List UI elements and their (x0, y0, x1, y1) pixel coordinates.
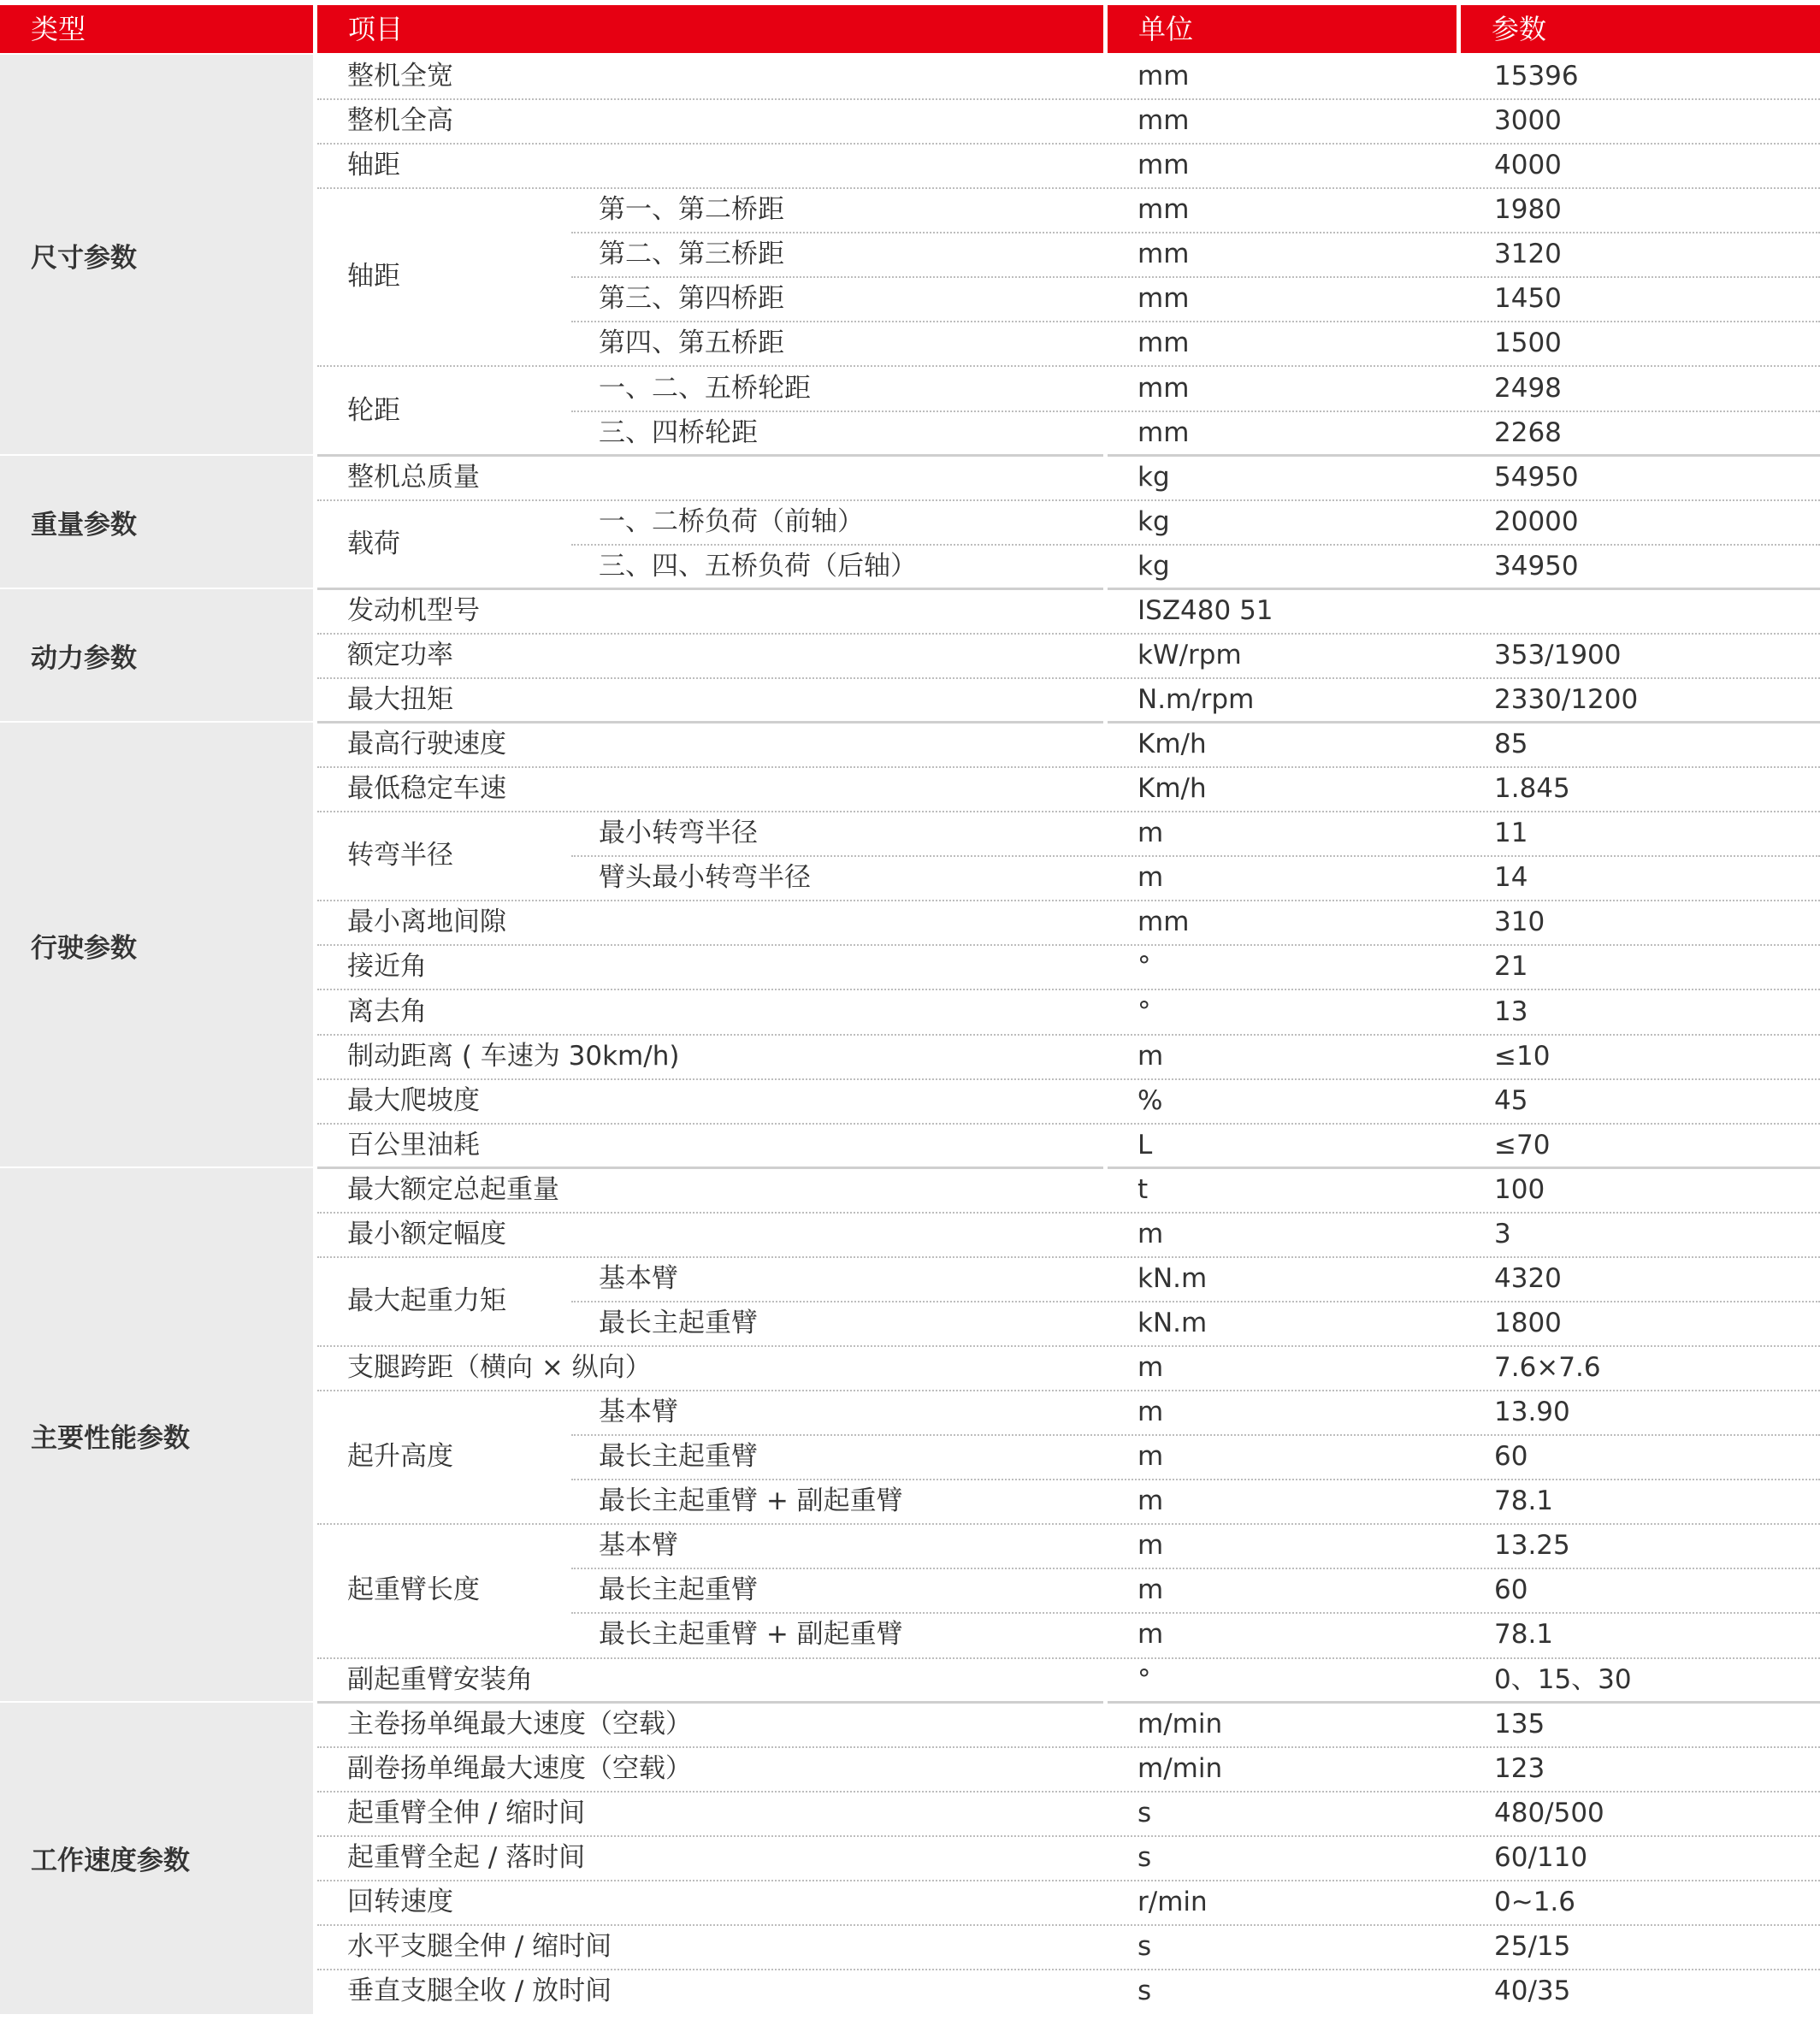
section-label-text: 动力参数 (31, 643, 137, 675)
spec-value: 2268 (1494, 416, 1562, 448)
spec-unit: m (1138, 1485, 1164, 1517)
spec-unit: ° (1138, 1663, 1151, 1695)
row-divider (571, 1479, 1820, 1480)
row-divider (317, 499, 1820, 501)
row-divider (571, 321, 1820, 322)
spec-unit: r/min (1138, 1886, 1208, 1917)
spec-value: ≤70 (1494, 1129, 1551, 1161)
row-divider (317, 143, 1820, 145)
spec-item: 最大起重力矩 (347, 1285, 506, 1316)
spec-unit: m (1138, 1441, 1164, 1473)
spec-subitem: 三、四桥轮距 (599, 416, 758, 448)
spec-unit: mm (1138, 416, 1190, 448)
spec-value: 3 (1494, 1218, 1511, 1249)
spec-unit: m (1138, 1218, 1164, 1249)
spec-item: 接近角 (347, 951, 427, 983)
spec-value: 0、15、30 (1494, 1663, 1632, 1695)
row-divider (571, 232, 1820, 233)
row-divider (317, 1523, 1820, 1525)
spec-value: 310 (1494, 907, 1545, 938)
spec-value: 1.845 (1494, 773, 1570, 805)
spec-item: 百公里油耗 (347, 1129, 480, 1161)
spec-unit: Km/h (1138, 729, 1207, 760)
spec-unit: m (1138, 1040, 1164, 1072)
spec-unit: mm (1138, 150, 1190, 181)
spec-value: 25/15 (1494, 1930, 1571, 1962)
section-label (0, 456, 313, 589)
spec-unit: kW/rpm (1138, 639, 1242, 670)
spec-item: 发动机型号 (347, 594, 480, 626)
spec-value: ≤10 (1494, 1040, 1551, 1072)
section-label-text: 行驶参数 (31, 932, 137, 964)
spec-unit: s (1138, 1841, 1152, 1873)
spec-subitem: 最长主起重臂 (599, 1574, 758, 1606)
spec-value: 2498 (1494, 372, 1562, 404)
section-label-text: 工作速度参数 (31, 1846, 190, 1877)
section-divider (317, 1701, 1103, 1704)
row-divider (571, 276, 1820, 278)
section-divider (317, 1167, 1103, 1169)
spec-value: 13.25 (1494, 1530, 1570, 1562)
row-divider (317, 365, 1820, 367)
spec-value: 78.1 (1494, 1619, 1554, 1651)
row-divider (571, 1301, 1820, 1302)
row-divider (317, 1969, 1820, 1970)
spec-value: 480/500 (1494, 1797, 1604, 1828)
spec-item: 起重臂全起 / 落时间 (347, 1841, 586, 1873)
spec-item: 起重臂长度 (347, 1574, 480, 1606)
spec-unit: m (1138, 1352, 1164, 1384)
spec-subitem: 最小转弯半径 (599, 818, 758, 849)
spec-subitem: 基本臂 (599, 1530, 678, 1562)
spec-unit: ° (1138, 995, 1151, 1027)
spec-unit: ISZ480 51 (1138, 594, 1273, 626)
spec-value: 1800 (1494, 1307, 1562, 1338)
spec-unit: % (1138, 1084, 1163, 1116)
section-label (0, 1168, 313, 1703)
spec-subitem: 基本臂 (599, 1262, 678, 1294)
spec-unit: m (1138, 1530, 1164, 1562)
row-divider (317, 1746, 1820, 1748)
header-item: 项目 (317, 5, 1103, 53)
spec-unit: m (1138, 818, 1164, 849)
spec-unit: m (1138, 1397, 1164, 1428)
spec-value: 4000 (1494, 150, 1562, 181)
spec-item: 副卷扬单绳最大速度（空载） (347, 1752, 692, 1784)
spec-subitem: 第一、第二桥距 (599, 194, 784, 226)
header-type: 类型 (0, 5, 313, 53)
spec-value: 1980 (1494, 194, 1562, 226)
spec-value: 353/1900 (1494, 639, 1622, 670)
spec-item: 水平支腿全伸 / 缩时间 (347, 1930, 612, 1962)
section-divider (1108, 1701, 1820, 1704)
row-divider (317, 187, 1820, 189)
spec-value: 78.1 (1494, 1485, 1554, 1517)
spec-item: 最大额定总起重量 (347, 1173, 559, 1205)
section-label-text: 尺寸参数 (31, 242, 137, 274)
spec-item: 最低稳定车速 (347, 773, 506, 805)
spec-subitem: 一、二、五桥轮距 (599, 372, 811, 404)
spec-item: 最大爬坡度 (347, 1084, 480, 1116)
header-param: 参数 (1461, 5, 1820, 53)
spec-value: 60/110 (1494, 1841, 1588, 1873)
spec-value: 11 (1494, 818, 1528, 849)
spec-unit: t (1138, 1173, 1149, 1205)
spec-value: 100 (1494, 1173, 1545, 1205)
section-label (0, 589, 313, 723)
spec-subitem: 臂头最小转弯半径 (599, 862, 811, 894)
spec-item: 垂直支腿全收 / 放时间 (347, 1976, 612, 2007)
row-divider (317, 1123, 1820, 1125)
header-unit: 单位 (1108, 5, 1457, 53)
spec-value: 20000 (1494, 505, 1579, 537)
spec-value: 60 (1494, 1441, 1528, 1473)
spec-unit: Km/h (1138, 773, 1207, 805)
spec-value: 60 (1494, 1574, 1528, 1606)
row-divider (317, 989, 1820, 990)
section-label (0, 723, 313, 1168)
spec-unit: mm (1138, 907, 1190, 938)
spec-unit: m (1138, 1574, 1164, 1606)
row-divider (317, 1880, 1820, 1881)
spec-unit: kN.m (1138, 1307, 1208, 1338)
spec-value: 40/35 (1494, 1976, 1571, 2007)
spec-unit: mm (1138, 283, 1190, 315)
section-divider (1108, 721, 1820, 724)
section-divider (317, 588, 1103, 590)
spec-subitem: 最长主起重臂 + 副起重臂 (599, 1485, 903, 1517)
spec-unit: m/min (1138, 1752, 1223, 1784)
spec-value: 3000 (1494, 105, 1562, 137)
spec-unit: m (1138, 1619, 1164, 1651)
spec-value: 13 (1494, 995, 1528, 1027)
spec-unit: m (1138, 862, 1164, 894)
spec-item: 制动距离 ( 车速为 30km/h) (347, 1040, 680, 1072)
spec-value: 7.6×7.6 (1494, 1352, 1601, 1384)
spec-item: 支腿跨距（横向 × 纵向） (347, 1352, 652, 1384)
row-divider (317, 1835, 1820, 1837)
spec-unit: mm (1138, 194, 1190, 226)
spec-value: 4320 (1494, 1262, 1562, 1294)
row-divider (317, 766, 1820, 768)
row-divider (317, 1256, 1820, 1258)
row-divider (571, 1568, 1820, 1569)
row-divider (317, 1034, 1820, 1036)
row-divider (317, 900, 1820, 901)
spec-subitem: 第三、第四桥距 (599, 283, 784, 315)
spec-value: 2330/1200 (1494, 684, 1639, 715)
row-divider (571, 544, 1820, 546)
row-divider (317, 1078, 1820, 1080)
row-divider (317, 1657, 1820, 1659)
spec-unit: m/min (1138, 1708, 1223, 1739)
spec-subitem: 第四、第五桥距 (599, 328, 784, 359)
spec-value: 45 (1494, 1084, 1528, 1116)
row-divider (317, 1791, 1820, 1793)
spec-item: 最小额定幅度 (347, 1218, 506, 1249)
spec-value: 54950 (1494, 461, 1579, 493)
spec-item: 最小离地间隙 (347, 907, 506, 938)
spec-item: 回转速度 (347, 1886, 453, 1917)
spec-item: 额定功率 (347, 639, 453, 670)
spec-item: 轮距 (347, 394, 400, 426)
spec-unit: kg (1138, 505, 1170, 537)
spec-unit: mm (1138, 105, 1190, 137)
spec-value: 123 (1494, 1752, 1545, 1784)
spec-subitem: 最长主起重臂 (599, 1441, 758, 1473)
row-divider (317, 1390, 1820, 1391)
spec-value: 15396 (1494, 61, 1579, 92)
section-label (0, 55, 313, 456)
spec-item: 主卷扬单绳最大速度（空载） (347, 1708, 692, 1739)
spec-item: 整机全宽 (347, 61, 453, 92)
spec-unit: kg (1138, 550, 1170, 582)
spec-subitem: 最长主起重臂 (599, 1307, 758, 1338)
spec-item: 最高行驶速度 (347, 729, 506, 760)
section-label-text: 主要性能参数 (31, 1422, 190, 1454)
spec-value: 14 (1494, 862, 1528, 894)
section-label-text: 重量参数 (31, 510, 137, 541)
row-divider (317, 677, 1820, 679)
spec-subitem: 一、二桥负荷（前轴） (599, 505, 864, 537)
spec-subitem: 最长主起重臂 + 副起重臂 (599, 1619, 903, 1651)
section-divider (1108, 588, 1820, 590)
spec-unit: mm (1138, 61, 1190, 92)
spec-item: 最大扭矩 (347, 684, 453, 715)
row-divider (317, 811, 1820, 812)
spec-unit: kg (1138, 461, 1170, 493)
section-divider (1108, 454, 1820, 457)
row-divider (317, 1212, 1820, 1214)
spec-item: 起重臂全伸 / 缩时间 (347, 1797, 586, 1828)
spec-unit: N.m/rpm (1138, 684, 1255, 715)
spec-item: 轴距 (347, 150, 400, 181)
spec-subitem: 三、四、五桥负荷（后轴） (599, 550, 917, 582)
spec-value: 85 (1494, 729, 1528, 760)
spec-item: 轴距 (347, 261, 400, 292)
spec-unit: ° (1138, 951, 1151, 983)
spec-item: 整机总质量 (347, 461, 480, 493)
section-divider (1108, 1167, 1820, 1169)
spec-item: 载荷 (347, 528, 400, 559)
spec-value: 135 (1494, 1708, 1545, 1739)
spec-unit: mm (1138, 239, 1190, 270)
spec-item: 起升高度 (347, 1441, 453, 1473)
row-divider (571, 410, 1820, 412)
spec-unit: kN.m (1138, 1262, 1208, 1294)
row-divider (571, 855, 1820, 857)
row-divider (317, 633, 1820, 635)
section-divider (317, 454, 1103, 457)
spec-subitem: 第二、第三桥距 (599, 239, 784, 270)
spec-unit: L (1138, 1129, 1153, 1161)
spec-item: 转弯半径 (347, 840, 453, 871)
spec-item: 离去角 (347, 995, 427, 1027)
section-label (0, 1703, 313, 2014)
row-divider (317, 944, 1820, 946)
row-divider (571, 1434, 1820, 1436)
row-divider (317, 98, 1820, 100)
spec-unit: s (1138, 1797, 1152, 1828)
spec-value: 21 (1494, 951, 1528, 983)
spec-unit: mm (1138, 372, 1190, 404)
spec-value: 0~1.6 (1494, 1886, 1575, 1917)
section-divider (317, 721, 1103, 724)
spec-unit: s (1138, 1930, 1152, 1962)
spec-item: 整机全高 (347, 105, 453, 137)
spec-unit: s (1138, 1976, 1152, 2007)
spec-value: 1450 (1494, 283, 1562, 315)
row-divider (317, 1924, 1820, 1926)
spec-subitem: 基本臂 (599, 1397, 678, 1428)
spec-item: 副起重臂安装角 (347, 1663, 533, 1695)
spec-unit: mm (1138, 328, 1190, 359)
row-divider (571, 1612, 1820, 1614)
spec-value: 3120 (1494, 239, 1562, 270)
row-divider (317, 1345, 1820, 1347)
spec-value: 34950 (1494, 550, 1579, 582)
spec-value: 1500 (1494, 328, 1562, 359)
spec-value: 13.90 (1494, 1397, 1570, 1428)
